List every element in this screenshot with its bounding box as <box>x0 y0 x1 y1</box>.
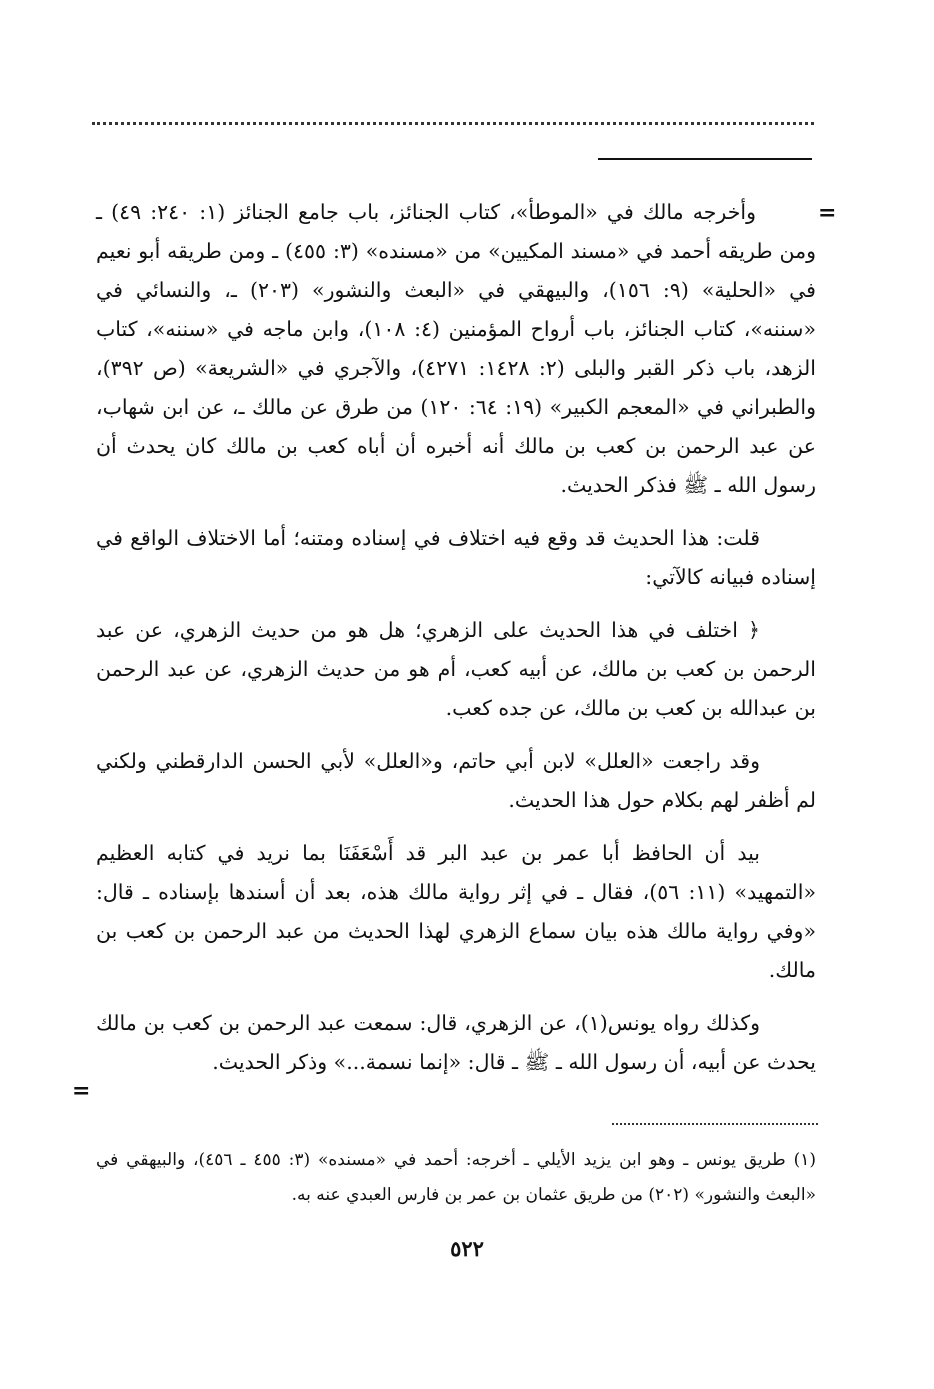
paragraph-4: وقد راجعت «العلل» لابن أبي حاتم، و«العلل» لأبي الحسن الدارقطني ولكني لم أظفر لهم بكلام حول هذا الحديث. <box>96 749 816 812</box>
paragraph-5: بيد أن الحافظ أبا عمر بن عبد البر قد أَسْعَفَنَا بما نريد في كتابه العظيم «التمهيد» (١١: ٥٦)، فقال ـ في إثر رواية مالك هذه، بعد أن أسندها بإسناده ـ قال: «وفي رواية مالك هذه بيان سماع الزهري لهذا الحديث من عبد الرحمن بن كعب بن مالك. <box>96 841 816 982</box>
continuation-mark-start: = <box>818 200 837 226</box>
page-number: ٥٢٢ <box>450 1236 484 1261</box>
main-text <box>96 193 816 1096</box>
footnote-1: (١) طريق يونس ـ وهو ابن يزيد الأيلي ـ أخرجه: أحمد في «مسنده» (٣: ٤٥٥ ـ ٤٥٦)، والبيهقي في «البعث والنشور» (٢٠٢) من طريق عثمان بن عمر بن فارس العبدي عنه به. <box>96 1150 816 1205</box>
paragraph-2: قلت: هذا الحديث قد وقع فيه اختلاف في إسناده ومتنه؛ أما الاختلاف الواقع في إسناده فبيانه كالآتي: <box>96 526 816 589</box>
footnote <box>96 1143 816 1213</box>
paragraph-3: ﴿ اختلف في هذا الحديث على الزهري؛ هل هو من حديث الزهري، عن عبد الرحمن بن كعب بن مالك، عن أبيه كعب، أم هو من حديث الزهري، عن عبد الرحمن بن عبدالله بن كعب بن مالك، عن جده كعب. <box>96 618 816 720</box>
continuation-mark-end: = <box>72 1078 91 1104</box>
footnote-dotted-divider <box>612 1123 818 1125</box>
paragraph-1: وأخرجه مالك في «الموطأ»، كتاب الجنائز، باب جامع الجنائز (١: ٢٤٠: ٤٩) ـ ومن طريقه أحمد في «مسند المكيين» من «مسنده» (٣: ٤٥٥) ـ ومن طريقه أبو نعيم في «الحلية» (٩: ١٥٦)، والبيهقي في «البعث والنشور» (٢٠٣) ـ، والنسائي في «سننه»، كتاب الجنائز، باب أرواح المؤمنين (٤: ١٠٨)، وابن ماجه في «سننه»، كتاب الزهد، باب ذكر القبر والبلى (٢: ١٤٢٨: ٤٢٧١)، والآجري في «الشريعة» (ص ٣٩٢)، والطبراني في «المعجم الكبير» (١٩: ٦٤: ١٢٠) من طرق عن مالك ـ، عن ابن شهاب، عن عبد الرحمن بن كعب بن مالك أنه أخبره أن أباه كعب بن مالك كان يحدث أن رسول الله ـ ﷺ فذكر الحديث. <box>96 200 816 497</box>
footnote-continuation-rule <box>598 158 812 160</box>
top-dotted-divider <box>92 122 814 125</box>
paragraph-6: وكذلك رواه يونس(١)، عن الزهري، قال: سمعت عبد الرحمن بن كعب بن مالك يحدث عن أبيه، أن رسول الله ـ ﷺ ـ قال: «إنما نسمة...» وذكر الحديث. <box>96 1011 816 1074</box>
